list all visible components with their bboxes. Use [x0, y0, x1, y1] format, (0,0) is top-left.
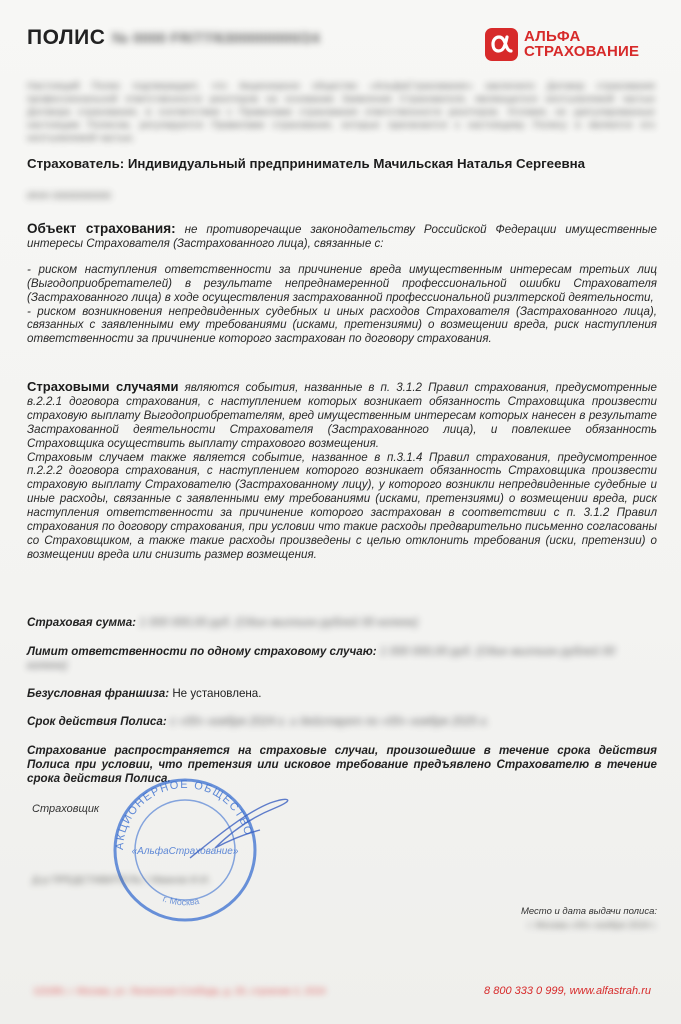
term-label: Срок действия Полиса: [27, 715, 167, 728]
cases-text-1: являются события, названные в п. 3.1.2 Правил страхования, предусмотренные в.2.2.1 договора страхования, с наступлением которых возникает обязанность Страховщика произвести страховую выплату Выгодоприобретателям, вред имущественным интересам которых нанесен в результате Застрахованной деятельности Страхователя (Застрахованного лица), и повлекшее обязанность Страховщика осуществить выплату страхового возмещения. [27, 381, 657, 450]
term-field [27, 715, 489, 728]
intro-paragraph: Настоящий Полис подтверждает, что Акционерное общество «АльфаСтрахование» заключило Договор страхования профессиональной ответственности риэлтеров на основании Заявления Страхователя, являющегося неотъемлемой частью Договора страхования, в соответствии с Правилами страхования ответственности риэлтеров. Условия, не урегулированные настоящим Полисом, регулируются Правилами страхования, которые прилагаются к настоящему Полису и являются его неотъемлемой частью. [27, 81, 655, 144]
insurer-label: Страховщик [32, 803, 100, 815]
insurant-label: Страхователь: [27, 156, 125, 171]
cases-text-2: Страховым случаем также является событие, названное в п.3.1.4 Правил страхования, предусмотренное п.2.2.2 договора страхования, с наступлением которого возникает обязанность Страховщика произвести страховую выплату Страхователю (Застрахованному лицу), у которого возникли непредвиденные судебные и иные расходы, связанные с заявленными ему требованиями (исками, претензиями) о возмещении вреда, риск наступления ответственности за причинение которого застрахован в соответствии с п. 3.1.2 Правил страхования по договору страхования, при условии что такие расходы предварительно письменно согласованы со Страховщиком, а также такие расходы произведены с целью отклонить требования (иски, претензии) о возмещении вреда или снизить размер возмещения. [27, 450, 657, 561]
coverage-note: Страхование распространяется на страховые случаи, произошедшие в течение срока действия Полиса при условии, что претензия или исковое требование предъявлено Страхователю в течение срока действия Полиса. [27, 744, 657, 785]
limit-value: 1 000 000,00 руб. (Один миллион рублей 00 копеек) [27, 645, 616, 672]
signer-line: Д-р ПРЕДСТАВИТЕЛЬ / Иванов И.И. [32, 874, 211, 886]
sum-value: 1 000 000,00 руб. (Один миллион рублей 00 копеек) [139, 616, 419, 629]
object-item-1: - риском наступления ответственности за причинение вреда имущественным интересам третьих лиц (Выгодоприобретателей) в результате непреднамеренной профессиональной ошибки Страхователя (Застрахованного лица) в ходе осуществления застрахованной профессиональной риэлтерской деятельности, [27, 262, 657, 304]
limit-label: Лимит ответственности по одному страховому случаю: [27, 645, 377, 658]
object-item-2: - риском возникновения непредвиденных судебных и иных расходов Страхователя (Застрахованного лица), связанных с заявленными ему требованиями (исками, претензиями) о возмещении вреда, риск наступления ответственности за причинение которого застрахован по договору страхования. [27, 304, 657, 346]
sum-field [27, 616, 418, 629]
alfa-logo-icon [485, 28, 518, 61]
company-stamp [95, 768, 305, 928]
cases-title: Страховыми случаями [27, 379, 179, 394]
policy-number: № 0000 FR/77/6300000000/24 [112, 30, 320, 47]
logo-line-2: СТРАХОВАНИЕ [524, 43, 640, 60]
term-value: с «00» ноября 2024 г. и действует по «00» ноября 2025 г. [169, 715, 490, 728]
franchise-value: Не установлена. [172, 687, 262, 700]
sum-label: Страховая сумма: [27, 616, 137, 629]
object-section [27, 222, 657, 346]
footer-contacts[interactable]: 8 800 333 0 999, www.alfastrah.ru [484, 985, 651, 997]
issue-label: Место и дата выдачи полиса: [520, 906, 657, 917]
insurant-name: Индивидуальный предприниматель Мачильская Наталья Сергеевна [127, 156, 586, 171]
logo-line-1: АЛЬФА [524, 28, 581, 45]
alfa-logo [485, 24, 660, 64]
stamp-center-text: «АльфаСтрахование» [131, 846, 239, 857]
object-text: не противоречащие законодательству Российской Федерации имущественные интересы Страхователя (Застрахованного лица), связанные с: [27, 223, 657, 250]
insurant-inn: ИНН 0000000000 [27, 190, 112, 202]
svg-text:г. Москва [161, 894, 200, 908]
object-title: Объект страхования: [27, 221, 176, 236]
limit-field [27, 645, 657, 673]
insurant-line [27, 156, 585, 171]
page-title: ПОЛИС [27, 26, 106, 49]
franchise-field [27, 687, 261, 700]
footer-address: 115280, г. Москва, ул. Ленинская Слобода, д. 26, строение 2, 2024 [33, 986, 326, 997]
stamp-bottom-text: г. Москва [161, 893, 201, 908]
cases-section [27, 380, 657, 562]
stamp-top-text: АКЦИОНЕРНОЕ ОБЩЕСТВО [113, 778, 255, 851]
franchise-label: Безусловная франшиза: [27, 687, 170, 700]
issue-value: г. Москва «00» ноября 2024 г. [527, 920, 657, 931]
